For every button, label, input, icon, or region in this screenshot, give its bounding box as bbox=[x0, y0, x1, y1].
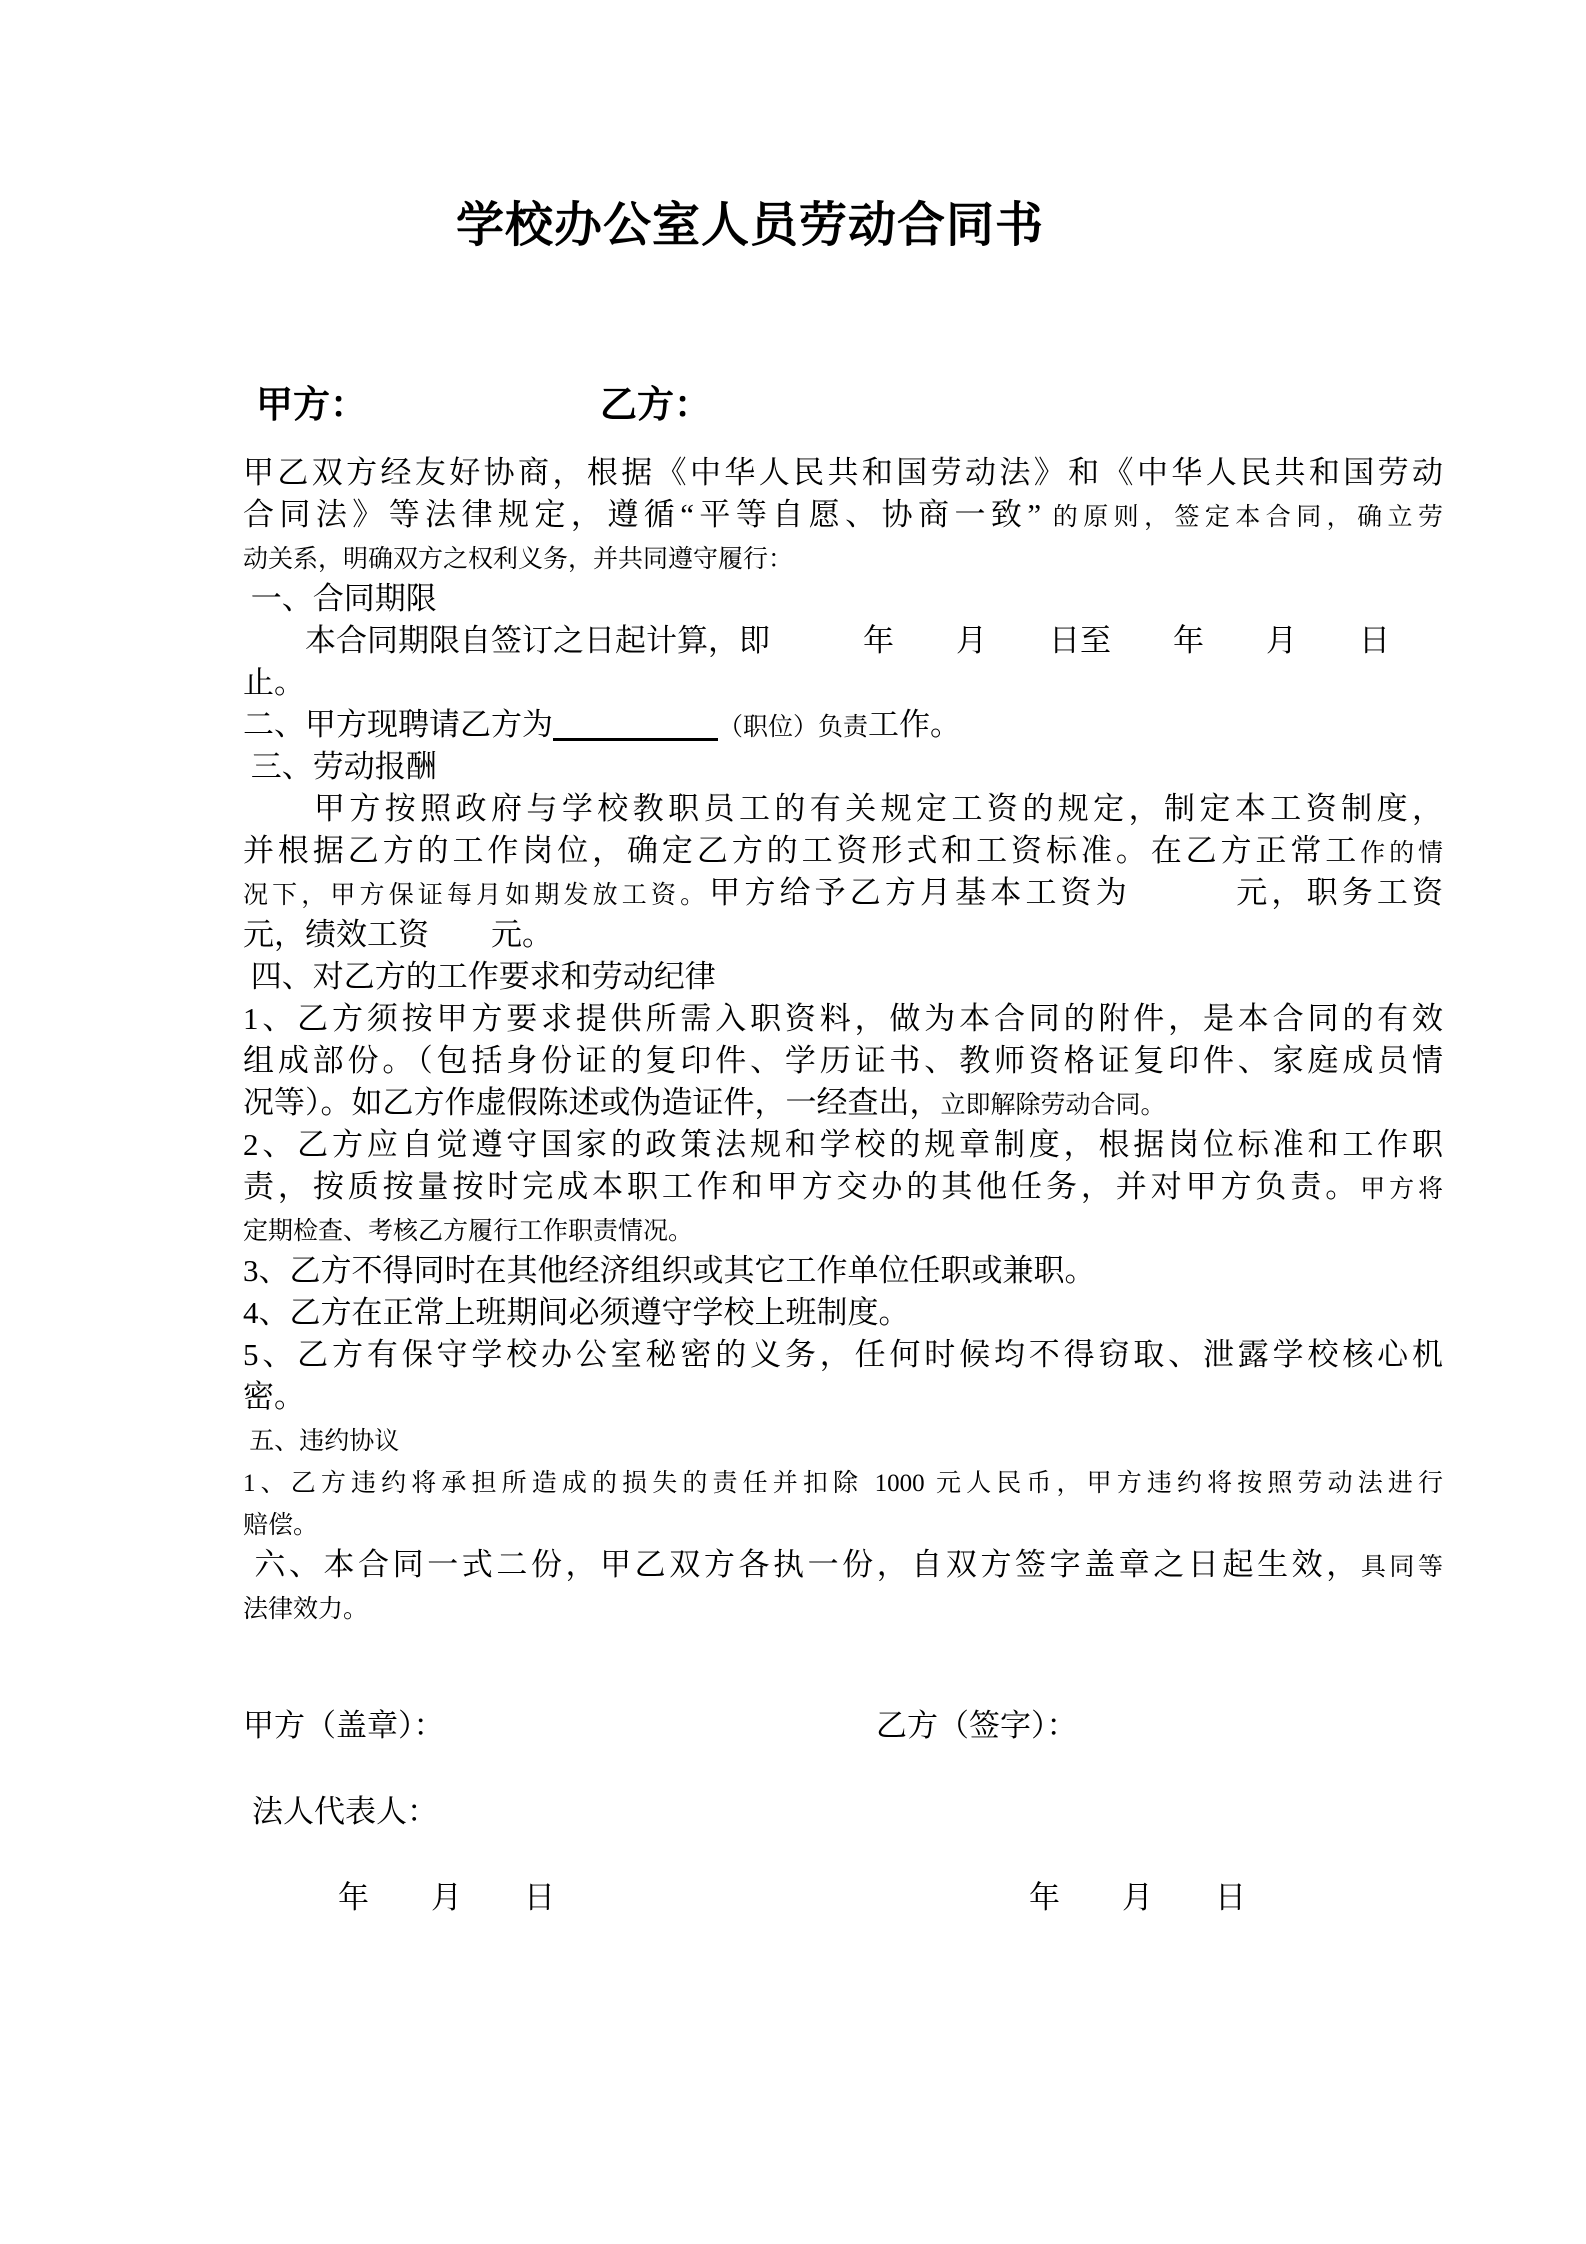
text-run: 具同等 bbox=[1360, 1554, 1443, 1581]
text-run: 作的情 bbox=[1360, 840, 1443, 867]
contract-line bbox=[243, 704, 1443, 746]
text-run: 甲方将 bbox=[1360, 1176, 1443, 1203]
text-run: 并根据乙方的工作岗位，确定乙方的工资形式和工资标准。在乙方正常工 bbox=[243, 833, 1361, 868]
text-run: 的原则，签定本合同，确立劳 bbox=[1041, 504, 1443, 531]
fill-in-blank-field bbox=[553, 738, 718, 741]
contract-line bbox=[243, 578, 1443, 620]
contract-line bbox=[243, 1334, 1443, 1376]
text-run: 法律效力。 bbox=[243, 1596, 369, 1623]
contract-line bbox=[243, 1166, 1443, 1208]
party-a-seal-label: 甲方（盖章）： bbox=[243, 1708, 445, 1743]
text-run: 5、乙方有保守学校办公室秘密的义务，任何时候均不得窃取、泄露学校核心机 bbox=[243, 1337, 1443, 1372]
text-run: 组成部份。（包括身份证的复印件、学历证书、教师资格证复印件、家庭成员情 bbox=[243, 1043, 1443, 1078]
text-run: 动关系，明确双方之权利义务，并共同遵守履行： bbox=[243, 546, 794, 573]
date-line-party-a: 年 月 日 bbox=[338, 1880, 555, 1915]
contract-line bbox=[243, 1460, 1443, 1502]
text-run: 本合同期限自签订之日起计算，即 年 月 日至 年 月 日 bbox=[243, 623, 1390, 658]
text-run: 三、劳动报酬 bbox=[243, 749, 437, 784]
text-run: 一、合同期限 bbox=[243, 581, 437, 616]
text-run: 元，绩效工资 元。 bbox=[243, 917, 553, 952]
text-run: 况等）。如乙方作虚假陈述或伪造证件，一经查出， bbox=[243, 1085, 941, 1120]
date-line-party-b: 年 月 日 bbox=[1029, 1880, 1246, 1915]
contract-line bbox=[243, 1292, 1443, 1334]
text-run: 4、乙方在正常上班期间必须遵守学校上班制度。 bbox=[243, 1295, 910, 1330]
party-b-label: 乙方： bbox=[600, 384, 711, 425]
contract-line bbox=[243, 1502, 1443, 1544]
contract-line bbox=[243, 1376, 1443, 1418]
contract-line bbox=[243, 1208, 1443, 1250]
text-run: 赔偿。 bbox=[243, 1512, 319, 1539]
contract-line bbox=[243, 536, 1443, 578]
text-run: 止。 bbox=[243, 665, 305, 700]
contract-line bbox=[243, 1418, 1443, 1460]
text-run: 3、乙方不得同时在其他经济组织或其它工作单位任职或兼职。 bbox=[243, 1253, 1096, 1288]
contract-line bbox=[243, 662, 1443, 704]
text-run: 立即解除劳动合同。 bbox=[940, 1092, 1166, 1119]
text-run: 1、乙方须按甲方要求提供所需入职资料，做为本合同的附件，是本合同的有效 bbox=[243, 1001, 1443, 1036]
document-title: 学校办公室人员劳动合同书 bbox=[456, 199, 1045, 252]
text-run: 五、违约协议 bbox=[243, 1428, 400, 1455]
text-run: 甲乙双方经友好协商，根据《中华人民共和国劳动法》和《中华人民共和国劳动 bbox=[243, 455, 1443, 490]
party-a-label: 甲方： bbox=[256, 384, 367, 425]
contract-line bbox=[243, 998, 1443, 1040]
contract-line bbox=[243, 620, 1443, 662]
contract-line bbox=[243, 830, 1443, 872]
contract-line bbox=[243, 914, 1443, 956]
text-run: 合同法》等法律规定，遵循“平等自愿、协商一致” bbox=[243, 497, 1042, 532]
text-run: 1、乙方违约将承担所造成的损失的责任并扣除 1000 元人民币，甲方违约将按照劳动法进行 bbox=[243, 1470, 1443, 1497]
text-run: 定期检查、考核乙方履行工作职责情况。 bbox=[243, 1218, 694, 1245]
text-run: （职位）负责 bbox=[718, 714, 869, 741]
text-run: 四、对乙方的工作要求和劳动纪律 bbox=[243, 959, 716, 994]
contract-line bbox=[243, 1586, 1443, 1628]
text-run: 密。 bbox=[243, 1379, 305, 1414]
contract-line bbox=[243, 1544, 1443, 1586]
text-run: 甲方按照政府与学校教职员工的有关规定工资的规定，制定本工资制度， bbox=[243, 791, 1443, 826]
contract-body bbox=[243, 452, 1443, 1628]
legal-representative-label: 法人代表人： bbox=[252, 1794, 438, 1829]
contract-line bbox=[243, 872, 1443, 914]
text-run: 责，按质按量按时完成本职工作和甲方交办的其他任务，并对甲方负责。 bbox=[243, 1169, 1361, 1204]
text-run: 甲方给予乙方月基本工资为 元，职务工资 bbox=[709, 875, 1443, 910]
contract-line bbox=[243, 1040, 1443, 1082]
text-run: 二、甲方现聘请乙方为 bbox=[243, 707, 553, 742]
contract-line bbox=[243, 746, 1443, 788]
contract-line bbox=[243, 1250, 1443, 1292]
contract-line bbox=[243, 1082, 1443, 1124]
text-run: 2、乙方应自觉遵守国家的政策法规和学校的规章制度，根据岗位标准和工作职 bbox=[243, 1127, 1443, 1162]
contract-line bbox=[243, 788, 1443, 830]
text-run: 六、本合同一式二份，甲乙双方各执一份，自双方签字盖章之日起生效， bbox=[243, 1547, 1361, 1582]
contract-line bbox=[243, 956, 1443, 998]
text-run: 况下，甲方保证每月如期发放工资。 bbox=[243, 882, 710, 909]
contract-line bbox=[243, 494, 1443, 536]
contract-line bbox=[243, 452, 1443, 494]
contract-line bbox=[243, 1124, 1443, 1166]
text-run: 工作。 bbox=[868, 707, 962, 742]
party-b-sign-label: 乙方（签字）： bbox=[876, 1708, 1078, 1743]
